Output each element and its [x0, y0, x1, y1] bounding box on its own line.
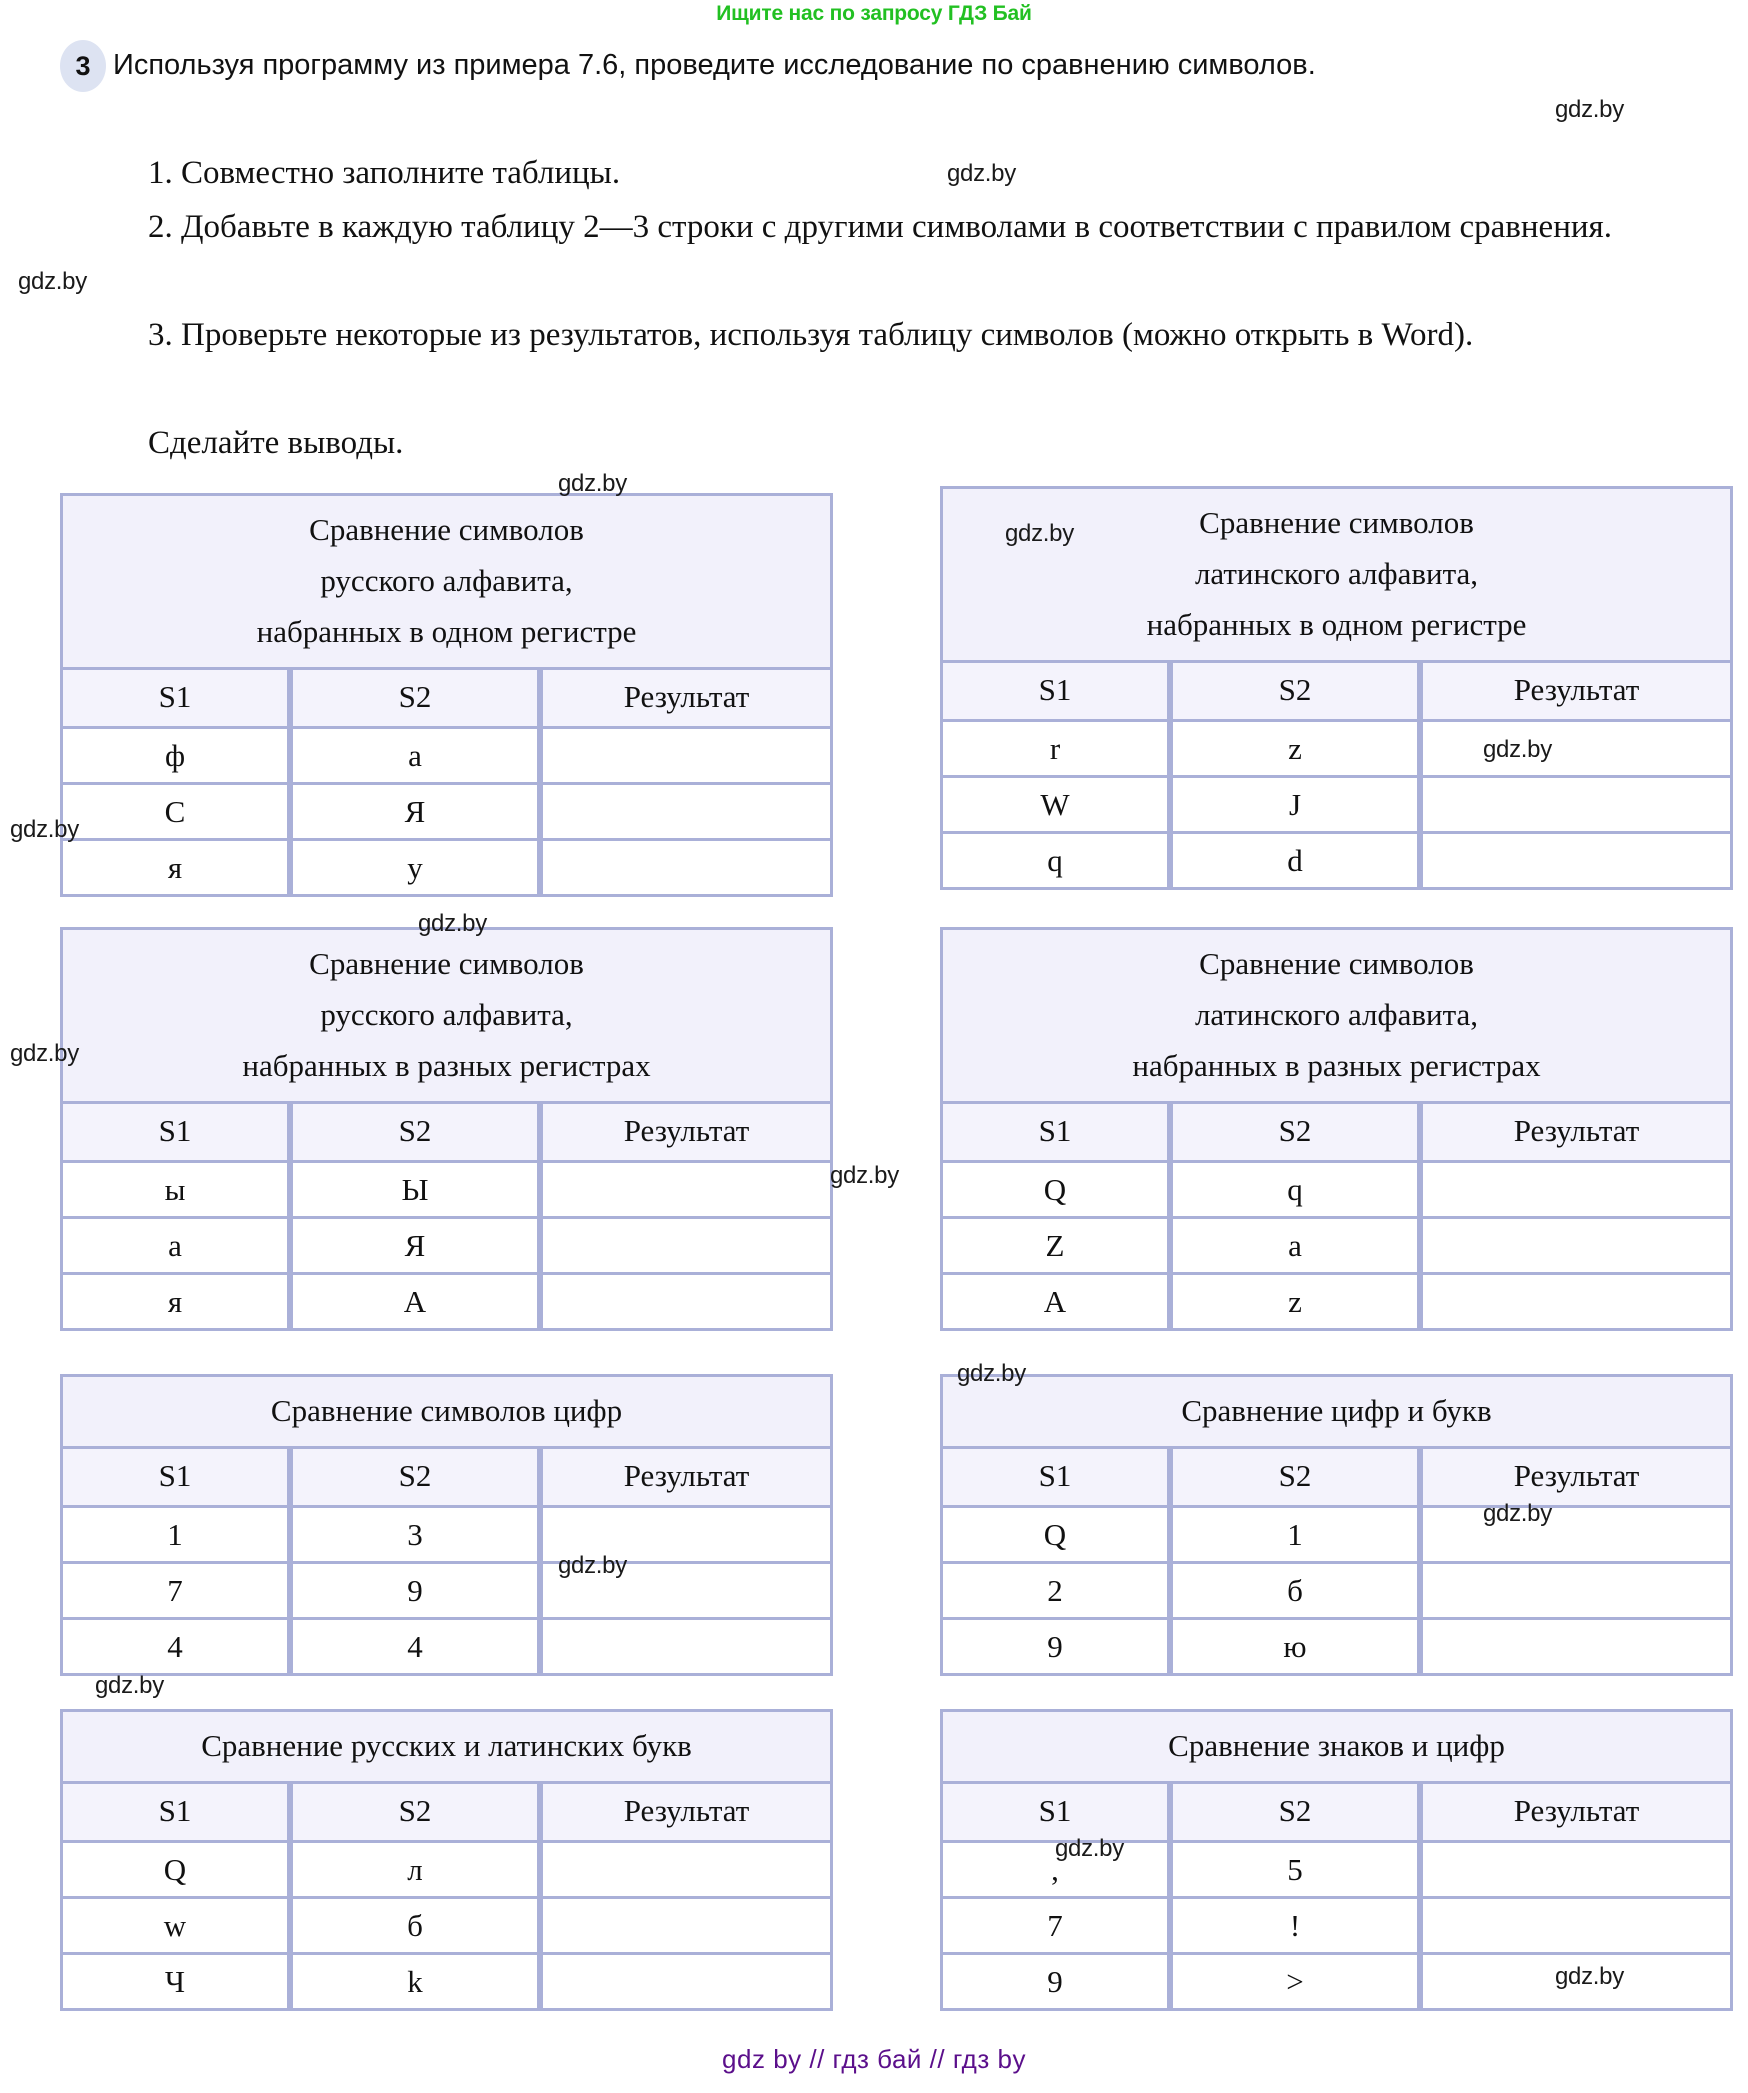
watermark-text: gdz.by	[1555, 96, 1624, 123]
table-caption-line: латинского алфавита,	[1194, 556, 1479, 591]
cell-s1: Ч	[60, 1955, 290, 2011]
cell-s2: >	[1170, 1955, 1420, 2011]
watermark-text: gdz.by	[95, 1672, 164, 1699]
table-row	[940, 1508, 1733, 1564]
watermark-text: gdz.by	[1483, 736, 1552, 763]
table-row	[60, 1508, 833, 1564]
table-caption	[60, 927, 833, 1104]
table-row	[60, 841, 833, 897]
column-header-s2: S2	[1170, 1449, 1420, 1508]
table-caption	[940, 927, 1733, 1104]
cell-s2: k	[290, 1955, 540, 2011]
cell-result[interactable]	[1420, 1620, 1733, 1676]
table-caption-line: набранных в разных регистрах	[242, 1048, 651, 1083]
table-row	[60, 1620, 833, 1676]
watermark-text: gdz.by	[558, 470, 627, 497]
cell-s1: ,	[940, 1843, 1170, 1899]
table-caption-line: набранных в одном регистре	[256, 614, 637, 649]
watermark-text: gdz.by	[10, 816, 79, 843]
table-caption-line: Сравнение символов	[1199, 505, 1474, 540]
cell-result[interactable]	[1420, 1219, 1733, 1275]
column-header-result: Результат	[540, 1449, 833, 1508]
cell-s2: !	[1170, 1899, 1420, 1955]
cell-s1: 9	[940, 1620, 1170, 1676]
cell-result[interactable]	[540, 841, 833, 897]
cell-s1: ы	[60, 1163, 290, 1219]
cell-s1: Q	[60, 1843, 290, 1899]
table-row	[60, 729, 833, 785]
column-header-s1: S1	[60, 1784, 290, 1843]
cell-s1: 4	[60, 1620, 290, 1676]
table-caption	[940, 1709, 1733, 1784]
table-row	[940, 834, 1733, 890]
cell-result[interactable]	[1420, 778, 1733, 834]
column-header-result: Результат	[1420, 1104, 1733, 1163]
cell-result[interactable]	[1420, 1843, 1733, 1899]
cell-s1: Q	[940, 1508, 1170, 1564]
task-number-badge: 3	[60, 40, 106, 92]
column-header-s1: S1	[940, 1449, 1170, 1508]
column-header-result: Результат	[1420, 663, 1733, 722]
table-header-row	[60, 670, 833, 729]
cell-s2: q	[1170, 1163, 1420, 1219]
cell-s2: б	[1170, 1564, 1420, 1620]
watermark-text: gdz.by	[1055, 1835, 1124, 1862]
comparison-table-7	[60, 1709, 833, 2011]
cell-s2: z	[1170, 1275, 1420, 1331]
promo-banner: Ищите нас по запросу ГДЗ Бай	[716, 2, 1032, 25]
watermark-text: gdz.by	[10, 1040, 79, 1067]
table-caption-line: русского алфавита,	[320, 997, 573, 1032]
cell-s1: 7	[60, 1564, 290, 1620]
table-caption	[940, 1374, 1733, 1449]
cell-s1: а	[60, 1219, 290, 1275]
cell-result[interactable]	[540, 785, 833, 841]
table-caption-line: Сравнение символов цифр	[270, 1393, 623, 1428]
table-caption-line: Сравнение цифр и букв	[1181, 1393, 1492, 1428]
table-row	[60, 1564, 833, 1620]
table-header-row	[940, 1104, 1733, 1163]
cell-result[interactable]	[1420, 1899, 1733, 1955]
comparison-table-6	[940, 1374, 1733, 1676]
table-row	[60, 1955, 833, 2011]
column-header-s1: S1	[940, 1104, 1170, 1163]
watermark-text: gdz.by	[18, 268, 87, 295]
cell-s1: w	[60, 1899, 290, 1955]
comparison-table-4	[940, 927, 1733, 1331]
cell-result[interactable]	[1420, 1564, 1733, 1620]
cell-s2: 5	[1170, 1843, 1420, 1899]
task-step-1: 1. Совместно заполните таблицы.	[148, 155, 621, 191]
table-row	[940, 1620, 1733, 1676]
task-step-2: 2. Добавьте в каждую таблицу 2—3 строки с другими символами в соответствии с правилом сравнения.	[148, 209, 1612, 245]
task-lead-text: Используя программу из примера 7.6, проведите исследование по сравнению символов.	[113, 49, 1316, 81]
cell-s1: 2	[940, 1564, 1170, 1620]
table-caption-line: русского алфавита,	[320, 563, 573, 598]
cell-s2: Я	[290, 785, 540, 841]
table-caption	[60, 493, 833, 670]
table-header-row	[60, 1104, 833, 1163]
cell-result[interactable]	[540, 1163, 833, 1219]
cell-s2: а	[290, 729, 540, 785]
cell-result[interactable]	[1420, 1508, 1733, 1564]
cell-s1: С	[60, 785, 290, 841]
table-row	[940, 778, 1733, 834]
column-header-result: Результат	[540, 670, 833, 729]
cell-s2: б	[290, 1899, 540, 1955]
table-caption-line: Сравнение символов	[1199, 946, 1474, 981]
cell-s1: Z	[940, 1219, 1170, 1275]
cell-s2: 4	[290, 1620, 540, 1676]
cell-s2: 3	[290, 1508, 540, 1564]
table-caption-line: набранных в одном регистре	[1146, 607, 1527, 642]
cell-s2: у	[290, 841, 540, 897]
column-header-result: Результат	[540, 1784, 833, 1843]
watermark-text: gdz.by	[1005, 520, 1074, 547]
watermark-text: gdz.by	[1555, 1963, 1624, 1990]
cell-s1: q	[940, 834, 1170, 890]
cell-result[interactable]	[1420, 1163, 1733, 1219]
table-caption-line: Сравнение русских и латинских букв	[201, 1728, 692, 1763]
column-header-s2: S2	[1170, 1104, 1420, 1163]
table-caption-line: Сравнение знаков и цифр	[1168, 1728, 1505, 1763]
table-caption-line: Сравнение символов	[309, 946, 584, 981]
table-caption-line: латинского алфавита,	[1194, 997, 1479, 1032]
cell-result[interactable]	[1420, 1275, 1733, 1331]
table-header-row	[60, 1784, 833, 1843]
cell-s2: J	[1170, 778, 1420, 834]
column-header-s2: S2	[290, 1449, 540, 1508]
column-header-result: Результат	[540, 1104, 833, 1163]
cell-s1: W	[940, 778, 1170, 834]
cell-s2: Ы	[290, 1163, 540, 1219]
column-header-s2: S2	[1170, 663, 1420, 722]
cell-s1: 7	[940, 1899, 1170, 1955]
table-row	[60, 1899, 833, 1955]
cell-result[interactable]	[540, 1275, 833, 1331]
cell-s2: ю	[1170, 1620, 1420, 1676]
table-row	[60, 1219, 833, 1275]
column-header-s1: S1	[60, 1449, 290, 1508]
cell-s2: d	[1170, 834, 1420, 890]
cell-s2: А	[290, 1275, 540, 1331]
comparison-table-1	[60, 493, 833, 897]
cell-result[interactable]	[540, 1219, 833, 1275]
table-header-row	[940, 1449, 1733, 1508]
cell-s2: л	[290, 1843, 540, 1899]
column-header-result: Результат	[1420, 1784, 1733, 1843]
cell-s1: A	[940, 1275, 1170, 1331]
column-header-s2: S2	[1170, 1784, 1420, 1843]
table-row	[940, 1163, 1733, 1219]
cell-s1: 9	[940, 1955, 1170, 2011]
cell-s2: z	[1170, 722, 1420, 778]
column-header-s1: S1	[940, 663, 1170, 722]
cell-result[interactable]	[540, 729, 833, 785]
cell-result[interactable]	[540, 1843, 833, 1899]
cell-s1: я	[60, 841, 290, 897]
task-step-3: 3. Проверьте некоторые из результатов, используя таблицу символов (можно открыть в Word).	[148, 317, 1474, 353]
table-row	[940, 722, 1733, 778]
cell-s2: 9	[290, 1564, 540, 1620]
table-row	[60, 1275, 833, 1331]
cell-s2: a	[1170, 1219, 1420, 1275]
table-caption-line: набранных в разных регистрах	[1132, 1048, 1541, 1083]
cell-s1: Q	[940, 1163, 1170, 1219]
watermark-text: gdz.by	[558, 1552, 627, 1579]
table-row	[940, 1899, 1733, 1955]
page-footer: gdz by // гдз бай // гдз by	[722, 2044, 1026, 2074]
cell-s1: я	[60, 1275, 290, 1331]
column-header-s1: S1	[60, 670, 290, 729]
table-row	[60, 785, 833, 841]
cell-s1: 1	[60, 1508, 290, 1564]
cell-result[interactable]	[540, 1899, 833, 1955]
watermark-text: gdz.by	[947, 160, 1016, 187]
table-caption	[60, 1709, 833, 1784]
comparison-table-3	[60, 927, 833, 1331]
cell-s1: r	[940, 722, 1170, 778]
column-header-s1: S1	[60, 1104, 290, 1163]
watermark-text: gdz.by	[830, 1162, 899, 1189]
table-row	[940, 1275, 1733, 1331]
table-caption	[940, 486, 1733, 663]
column-header-s2: S2	[290, 670, 540, 729]
cell-result[interactable]	[1420, 834, 1733, 890]
table-caption-line: Сравнение символов	[309, 512, 584, 547]
table-header-row	[60, 1449, 833, 1508]
cell-s1: ф	[60, 729, 290, 785]
table-row	[60, 1843, 833, 1899]
column-header-s2: S2	[290, 1104, 540, 1163]
table-row	[940, 1219, 1733, 1275]
table-row	[940, 1564, 1733, 1620]
table-header-row	[940, 663, 1733, 722]
table-row	[60, 1163, 833, 1219]
cell-s2: Я	[290, 1219, 540, 1275]
cell-result[interactable]	[1420, 722, 1733, 778]
watermark-text: gdz.by	[418, 910, 487, 937]
watermark-text: gdz.by	[1483, 1500, 1552, 1527]
column-header-s2: S2	[290, 1784, 540, 1843]
table-caption	[60, 1374, 833, 1449]
cell-result[interactable]	[540, 1955, 833, 2011]
column-header-result: Результат	[1420, 1449, 1733, 1508]
cell-result[interactable]	[540, 1620, 833, 1676]
comparison-table-5	[60, 1374, 833, 1676]
cell-s2: 1	[1170, 1508, 1420, 1564]
watermark-text: gdz.by	[957, 1360, 1026, 1387]
column-header-s1: S1	[940, 1784, 1170, 1843]
task-conclusion: Сделайте выводы.	[148, 425, 404, 461]
